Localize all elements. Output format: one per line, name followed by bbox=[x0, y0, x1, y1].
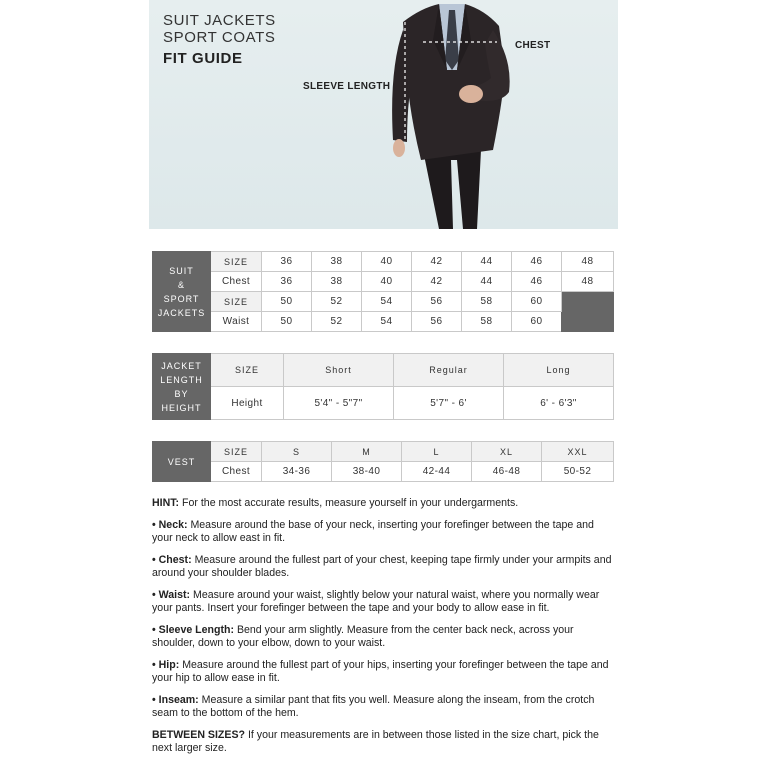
chest-text: Measure around the fullest part of your chest, keeping tape firmly under your armpits and around your shoulder blades. bbox=[152, 553, 612, 579]
header-cell: XXL bbox=[542, 442, 614, 462]
sleeve-length-label: SLEEVE LENGTH bbox=[303, 81, 391, 92]
measurement-hints bbox=[152, 497, 617, 764]
neck-text: Measure around the base of your neck, inserting your forefinger between the tape and your neck to allow east in fit. bbox=[152, 518, 594, 544]
vest-side-label: VEST bbox=[153, 442, 211, 482]
cell: 6' - 6'3" bbox=[504, 387, 614, 420]
side-label-line: SUIT bbox=[169, 265, 194, 276]
suit-model-figure bbox=[381, 0, 521, 229]
sleeve-paragraph bbox=[152, 624, 617, 651]
cell: 44 bbox=[462, 252, 512, 272]
cell: 5'7" - 6' bbox=[394, 387, 504, 420]
hero-title-line1: SUIT JACKETS bbox=[163, 12, 276, 29]
cell: 60 bbox=[512, 292, 562, 312]
cell: 42 bbox=[412, 272, 462, 292]
row-label: SIZE bbox=[211, 354, 284, 387]
header-cell: M bbox=[332, 442, 402, 462]
cell: 42-44 bbox=[402, 462, 472, 482]
table-row bbox=[153, 387, 614, 420]
between-text: If your measurements are in between those listed in the size chart, pick the next larger size. bbox=[152, 728, 599, 754]
row-label: SIZE bbox=[211, 292, 262, 312]
row-label: SIZE bbox=[211, 252, 262, 272]
chest-paragraph bbox=[152, 554, 617, 581]
hip-paragraph bbox=[152, 659, 617, 686]
vest-size-table bbox=[152, 441, 614, 482]
chest-lead: • Chest: bbox=[152, 553, 192, 566]
neck-paragraph bbox=[152, 519, 617, 546]
waist-lead: • Waist: bbox=[152, 588, 191, 601]
side-label-line: & bbox=[177, 279, 185, 290]
hero-title bbox=[163, 12, 276, 46]
cell: 46-48 bbox=[472, 462, 542, 482]
length-side-label bbox=[153, 354, 211, 420]
cell: 48 bbox=[562, 252, 614, 272]
cell: 54 bbox=[362, 292, 412, 312]
cell: 44 bbox=[462, 272, 512, 292]
row-label: Chest bbox=[211, 272, 262, 292]
cell: 38-40 bbox=[332, 462, 402, 482]
cell: 40 bbox=[362, 272, 412, 292]
inseam-text: Measure a similar pant that fits you well. Measure along the inseam, from the crotch seam to the bottom of the hem. bbox=[152, 693, 595, 719]
hero-banner bbox=[149, 0, 618, 229]
blank-cell bbox=[562, 292, 614, 332]
cell: 34-36 bbox=[262, 462, 332, 482]
inseam-paragraph bbox=[152, 694, 617, 721]
waist-paragraph bbox=[152, 589, 617, 616]
hint-lead: HINT: bbox=[152, 497, 180, 509]
header-cell: XL bbox=[472, 442, 542, 462]
side-label-line: JACKETS bbox=[157, 307, 206, 318]
cell: 58 bbox=[462, 312, 512, 332]
cell: 58 bbox=[462, 292, 512, 312]
suit-size-table bbox=[152, 251, 614, 332]
inseam-lead: • Inseam: bbox=[152, 693, 199, 706]
cell: 46 bbox=[512, 252, 562, 272]
between-lead: BETWEEN SIZES? bbox=[152, 728, 245, 741]
table-row bbox=[153, 312, 614, 332]
hip-lead: • Hip: bbox=[152, 658, 180, 671]
side-label-line: SPORT bbox=[163, 293, 200, 304]
sleeve-text: Bend your arm slightly. Measure from the center back neck, across your shoulder, down to your elbow, down to your waist. bbox=[152, 623, 574, 649]
cell: 42 bbox=[412, 252, 462, 272]
cell: 50-52 bbox=[542, 462, 614, 482]
between-sizes-paragraph bbox=[152, 729, 617, 756]
table-row bbox=[153, 354, 614, 387]
row-label: Chest bbox=[211, 462, 262, 482]
jacket-length-table bbox=[152, 353, 614, 420]
cell: 52 bbox=[312, 292, 362, 312]
cell: 5'4" - 5"7" bbox=[284, 387, 394, 420]
waist-text: Measure around your waist, slightly below your natural waist, where you normally wear your pants. Insert your forefinger between the tape and your body to allow ease in fit. bbox=[152, 588, 600, 614]
cell: 38 bbox=[312, 252, 362, 272]
header-cell: L bbox=[402, 442, 472, 462]
row-label: Waist bbox=[211, 312, 262, 332]
suit-side-label bbox=[153, 252, 211, 332]
cell: 52 bbox=[312, 312, 362, 332]
header-cell: Regular bbox=[394, 354, 504, 387]
cell: 60 bbox=[512, 312, 562, 332]
side-label-line: LENGTH bbox=[160, 374, 203, 385]
table-row bbox=[153, 252, 614, 272]
hint-paragraph bbox=[152, 497, 617, 511]
table-row bbox=[153, 462, 614, 482]
chest-label: CHEST bbox=[515, 40, 551, 51]
table-row bbox=[153, 272, 614, 292]
table-row bbox=[153, 292, 614, 312]
cell: 54 bbox=[362, 312, 412, 332]
row-label: Height bbox=[211, 387, 284, 420]
cell: 48 bbox=[562, 272, 614, 292]
side-label-line: BY bbox=[174, 388, 189, 399]
neck-lead: • Neck: bbox=[152, 518, 188, 531]
cell: 50 bbox=[262, 312, 312, 332]
row-label: SIZE bbox=[211, 442, 262, 462]
cell: 46 bbox=[512, 272, 562, 292]
header-cell: Long bbox=[504, 354, 614, 387]
header-cell: Short bbox=[284, 354, 394, 387]
side-label-line: HEIGHT bbox=[161, 402, 202, 413]
cell: 50 bbox=[262, 292, 312, 312]
cell: 38 bbox=[312, 272, 362, 292]
sleeve-lead: • Sleeve Length: bbox=[152, 623, 235, 636]
hint-text: For the most accurate results, measure yourself in your undergarments. bbox=[179, 497, 519, 509]
header-cell: S bbox=[262, 442, 332, 462]
hero-subtitle: FIT GUIDE bbox=[163, 50, 243, 67]
cell: 40 bbox=[362, 252, 412, 272]
hip-text: Measure around the fullest part of your hips, inserting your forefinger between the tape and your hip to allow ease in fit. bbox=[152, 658, 609, 684]
side-label-line: JACKET bbox=[161, 360, 202, 371]
table-row bbox=[153, 442, 614, 462]
hero-title-line2: SPORT COATS bbox=[163, 29, 276, 46]
cell: 36 bbox=[262, 272, 312, 292]
cell: 36 bbox=[262, 252, 312, 272]
cell: 56 bbox=[412, 312, 462, 332]
cell: 56 bbox=[412, 292, 462, 312]
